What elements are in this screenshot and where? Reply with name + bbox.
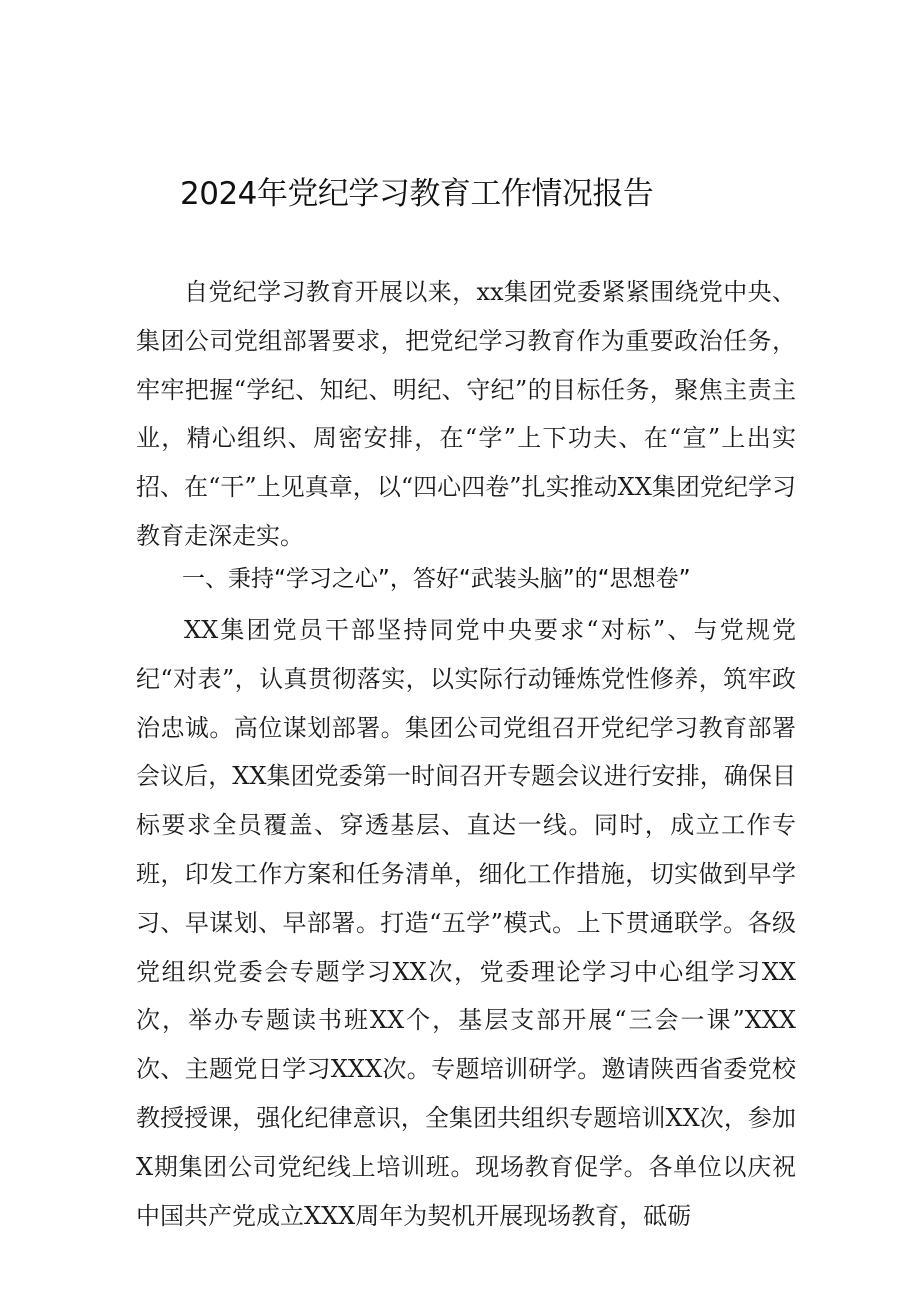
section-heading: 一、秉持“学习之心”，答好“武装头脑”的“思想卷” [182, 566, 691, 592]
body-paragraph: XX集团党员干部坚持同党中央要求“对标”、与党规党纪“对表”，认真贯彻落实，以实际行动锤炼党性修养，筑牢政治忠诚。高位谋划部署。集团公司党组召开党纪学习教育部署会议后，XX集团党委第一时间召开专题会议进行安排，确保目标要求全员覆盖、穿透基层、直达一线。同时，成立工作专班，印发工作方案和任务清单，细化工作措施，切实做到早学习、早谋划、早部署。打造“五学”模式。上下贯通联学。各级党组织党委会专题学习XX次，党委理论学习中心组学习XX次，举办专题读书班XX个，基层支部开展“三会一课”XXX次、主题党日学习XXX次。专题培训研学。邀请陕西省委党校教授授课，强化纪律意识，全集团共组织专题培训XX次，参加X期集团公司党纪线上培训班。现场教育促学。各单位以庆祝中国共产党成立XXX周年为契机开展现场教育，砥砺 [136, 616, 796, 1230]
document-title: 2024年党纪学习教育工作情况报告 [180, 176, 654, 212]
intro-paragraph: 自党纪学习教育开展以来，xx集团党委紧紧围绕党中央、集团公司党组部署要求，把党纪学习教育作为重要政治任务，牢牢把握“学纪、知纪、明纪、守纪”的目标任务，聚焦主责主业，精心组织、周密安排，在“学”上下功夫、在“宣”上出实招、在“干”上见真章，以“四心四卷”扎实推动XX集团党纪学习教育走深走实。 [136, 278, 796, 550]
